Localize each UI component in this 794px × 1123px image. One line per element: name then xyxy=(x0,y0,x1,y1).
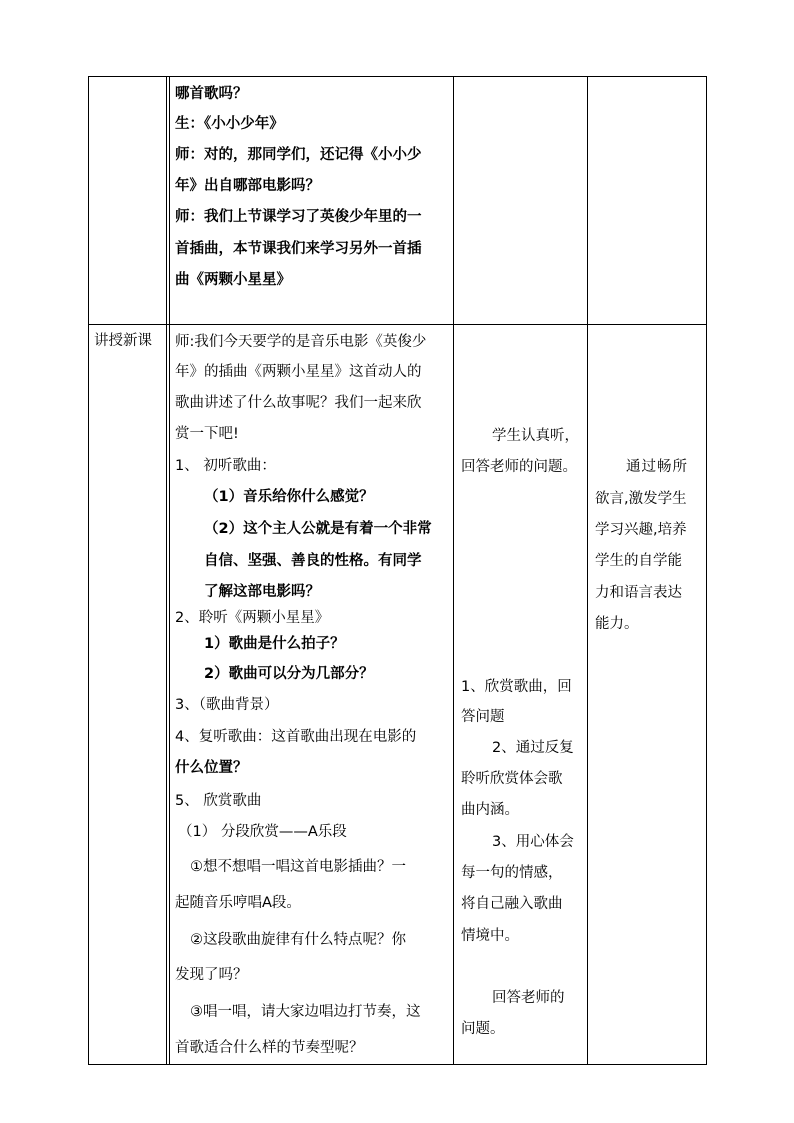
student-line: 学生认真听， xyxy=(492,428,579,444)
content-line: 自信、坚强、善良的性格。有同学 xyxy=(204,553,422,569)
content-line: 3、（歌曲背景） xyxy=(175,697,279,713)
row1-line: 哪首歌吗？ xyxy=(175,86,248,102)
column-divider-1 xyxy=(166,76,167,1065)
row1-line: 曲《两颗小星星》 xyxy=(175,272,291,288)
row1-line: 首插曲，本节课我们来学习另外一首插 xyxy=(175,241,422,257)
content-line: 5、 欣赏歌曲 xyxy=(175,793,262,809)
row1-line: 师：我们上节课学习了英俊少年里的一 xyxy=(175,209,422,225)
content-line: 了解这部电影吗？ xyxy=(204,584,320,600)
content-line: （1） 分段欣赏——A乐段 xyxy=(178,824,347,840)
row1-line: 年》出自哪部电影吗？ xyxy=(175,178,320,194)
table-border-bottom xyxy=(88,1064,707,1065)
intent-line: 通过畅所 xyxy=(626,459,688,475)
content-line: ①想不想唱一唱这首电影插曲？一 xyxy=(190,859,406,875)
intent-line: 欲言,激发学生 xyxy=(595,491,687,507)
student-line: 将自己融入歌曲 xyxy=(461,896,563,912)
row1-line: 师：对的，那同学们，还记得《小小少 xyxy=(175,147,422,163)
content-line: 赏一下吧! xyxy=(175,426,239,442)
student-line: 答问题 xyxy=(461,709,505,725)
student-line: 2、通过反复 xyxy=(492,740,574,756)
student-line: 问题。 xyxy=(461,1021,505,1037)
content-line: 起随音乐哼唱A段。 xyxy=(175,895,301,911)
student-line: 回答老师的问题。 xyxy=(461,459,577,475)
stage-label: 讲授新课 xyxy=(94,333,152,349)
content-line: 首歌适合什么样的节奏型呢？ xyxy=(175,1040,364,1056)
student-line: 聆听欣赏体会歌 xyxy=(461,771,563,787)
content-line: 发现了吗？ xyxy=(175,967,248,983)
student-line: 情境中。 xyxy=(461,928,519,944)
intent-line: 学习兴趣,培养 xyxy=(595,522,687,538)
content-line: ②这段歌曲旋律有什么特点呢？你 xyxy=(190,932,406,948)
content-line: 什么位置？ xyxy=(175,760,248,776)
content-line: 1）歌曲是什么拍子？ xyxy=(204,636,345,652)
row2-intent-cell xyxy=(588,325,706,1064)
intent-line: 力和语言表达 xyxy=(595,585,682,601)
intent-line: 学生的自学能 xyxy=(595,553,682,569)
content-line: 歌曲讲述了什么故事呢？我们一起来欣 xyxy=(175,395,422,411)
intent-line: 能力。 xyxy=(595,616,639,632)
student-line: 1、欣赏歌曲，回 xyxy=(461,679,572,695)
content-line: （1）音乐给你什么感觉？ xyxy=(204,489,374,505)
content-line: 年》的插曲《两颗小星星》这首动人的 xyxy=(175,364,422,380)
row1-line: 生：《小小少年》 xyxy=(175,116,284,132)
content-line: ③唱一唱，请大家边唱边打节奏，这 xyxy=(190,1004,421,1020)
row2-content-cell xyxy=(170,325,453,1064)
student-line: 每一句的情感， xyxy=(461,865,563,881)
student-line: 回答老师的 xyxy=(492,990,565,1006)
content-line: 1、 初听歌曲： xyxy=(175,458,276,474)
row2-student-cell xyxy=(454,325,587,1064)
content-line: 2、聆听《两颗小星星》 xyxy=(175,610,330,626)
content-line: （2）这个主人公就是有着一个非常 xyxy=(204,521,432,537)
student-line: 曲内涵。 xyxy=(461,802,519,818)
student-line: 3、用心体会 xyxy=(492,834,574,850)
content-line: 师:我们今天要学的是音乐电影《英俊少 xyxy=(175,334,427,350)
row2-stage-cell xyxy=(89,325,166,1064)
content-line: 4、复听歌曲：这首歌曲出现在电影的 xyxy=(175,729,417,745)
table-border-right xyxy=(706,76,707,1065)
content-line: 2）歌曲可以分为几部分？ xyxy=(204,666,374,682)
row1-content-cell xyxy=(170,77,453,324)
